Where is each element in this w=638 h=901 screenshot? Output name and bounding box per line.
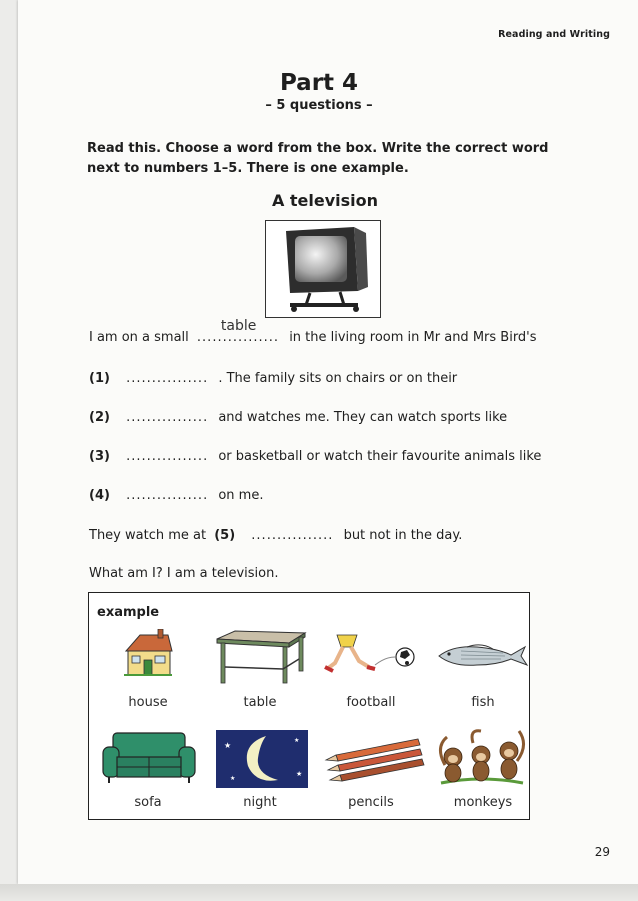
fish-icon [437,643,529,669]
pencils-icon [322,733,428,783]
word-monkeys: monkeys [453,795,513,810]
example-text-before: I am on a small [89,330,189,345]
story-line-4: (4) ................ on me. [89,488,264,503]
table-icon [213,629,307,685]
example-text-after: in the living room in Mr and Mrs Bird's [289,330,537,345]
football-icon [323,633,419,677]
section-header: Reading and Writing [498,29,610,40]
story-example-line [89,318,537,345]
word-table: table [243,695,277,710]
word-box [88,592,530,820]
word-fish: fish [471,695,495,710]
story-title: A television [271,191,379,210]
example-answer-blank: ................ table [196,318,280,345]
monkeys-icon [433,725,529,787]
scan-edge [0,884,638,901]
answer-blank-2[interactable]: ................ [126,410,209,425]
story-line-1: (1) ................ . The family sits on chairs or on their [89,371,458,386]
svg-text:★: ★ [294,737,300,744]
word-football: football [346,695,396,710]
story-closing: What am I? I am a television. [89,566,279,581]
answer-blank-1[interactable]: ................ [126,371,209,386]
house-icon [122,629,174,677]
word-pencils: pencils [348,795,394,810]
story-line-2: (2) ................ and watches me. They can watch sports like [89,410,508,425]
svg-text:★: ★ [230,775,236,782]
page-number: 29 [594,845,610,859]
sofa-icon [99,729,199,787]
answer-blank-4[interactable]: ................ [126,488,209,503]
story-line-3: (3) ................ or basketball or watch their favourite animals like [89,449,542,464]
svg-text:★: ★ [224,741,232,750]
svg-text:★: ★ [296,770,303,778]
answer-blank-5[interactable]: ................ [251,528,334,543]
example-label: example [97,605,160,620]
word-house: house [128,695,168,710]
example-answer: table [220,318,257,334]
word-sofa: sofa [134,795,162,810]
television-icon [266,221,380,317]
part-subtitle: – 5 questions – [265,98,373,113]
night-icon [216,730,308,788]
word-night: night [243,795,277,810]
story-line-5: They watch me at (5) ................ but not in the day. [89,528,463,543]
answer-blank-3[interactable]: ................ [126,449,209,464]
television-picture [265,220,381,318]
part-title: Part 4 [279,70,359,96]
instructions: Read this. Choose a word from the box. Write the correct word next to numbers 1–5. There is one example. [87,141,549,176]
